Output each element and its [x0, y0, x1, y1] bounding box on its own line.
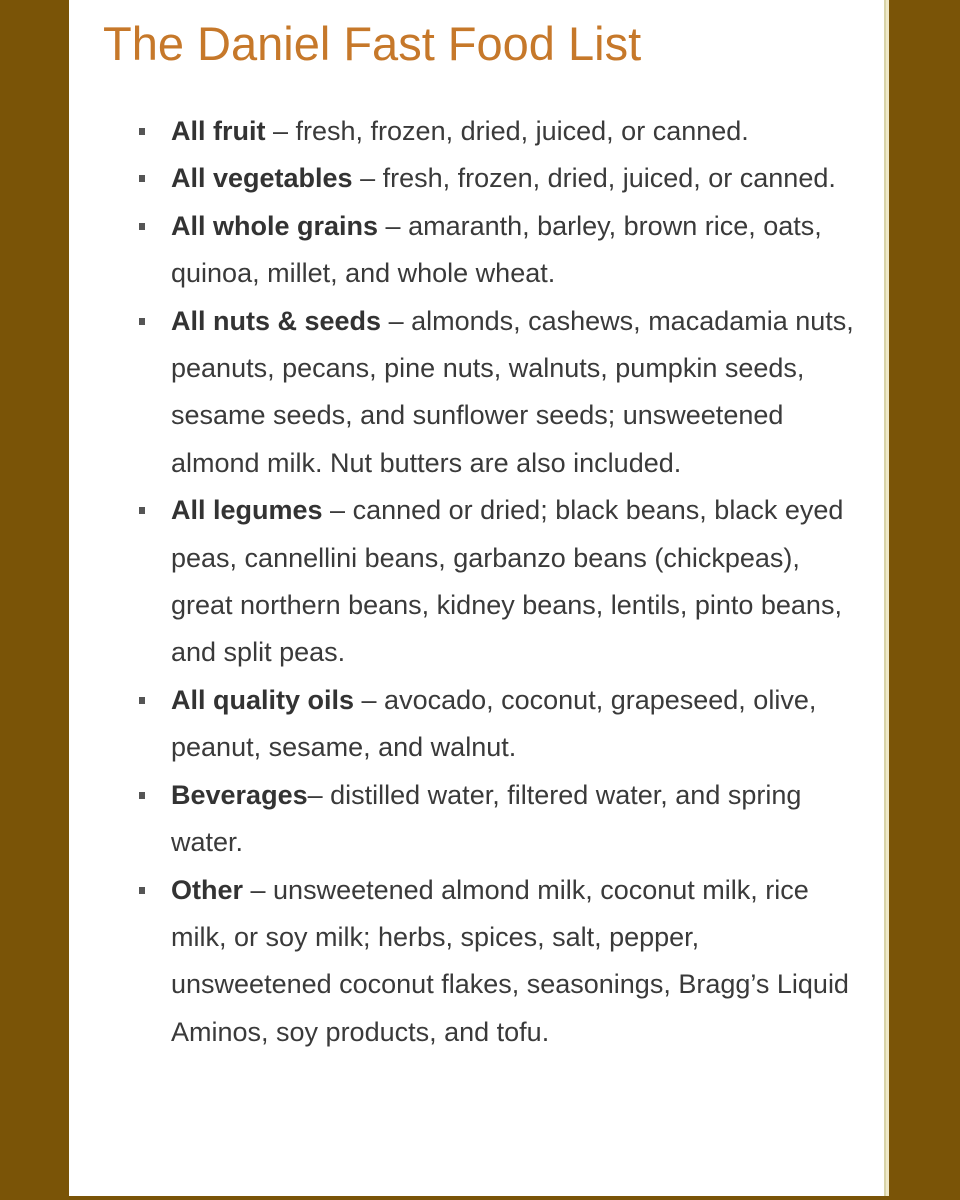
food-list-card — [69, 0, 886, 1196]
bullet-icon — [139, 887, 145, 894]
item-label: All vegetables — [171, 163, 353, 194]
item-label: All legumes — [171, 495, 323, 526]
item-label: All quality oils — [171, 684, 355, 715]
list-item-quality-oils — [171, 677, 861, 772]
list-item-legumes — [171, 487, 861, 677]
bullet-icon — [139, 697, 145, 704]
page-title: The Daniel Fast Food List — [103, 17, 642, 70]
bullet-icon — [139, 507, 145, 514]
item-label: All nuts & seeds — [171, 305, 382, 336]
bullet-icon — [139, 175, 145, 182]
item-text: – distilled water, filtered water, and spring water. — [171, 779, 802, 858]
item-text: – avocado, coconut, grapeseed, olive, peanut, sesame, and walnut. — [171, 684, 817, 763]
list-item-fruit — [171, 108, 861, 155]
food-list — [171, 108, 861, 1056]
item-text: – unsweetened almond milk, coconut milk, rice milk, or soy milk; herbs, spices, salt, pepper, unsweetened coconut flakes, seasonings, Bragg’s Liquid Aminos, soy products, and tofu. — [171, 874, 849, 1047]
list-item-nuts-seeds — [171, 298, 861, 488]
bullet-icon — [139, 223, 145, 230]
item-text: – almonds, cashews, macadamia nuts, peanuts, pecans, pine nuts, walnuts, pumpkin seeds, sesame seeds, and sunflower seeds; unsweetened almond milk. Nut butters are also included. — [171, 305, 854, 478]
list-item-beverages — [171, 772, 861, 867]
list-item-other — [171, 867, 861, 1057]
item-text: – amaranth, barley, brown rice, oats, quinoa, millet, and whole wheat. — [171, 210, 822, 289]
list-item-whole-grains — [171, 203, 861, 298]
item-text: – fresh, frozen, dried, juiced, or canned. — [265, 116, 749, 146]
item-text: – canned or dried; black beans, black eyed peas, cannellini beans, garbanzo beans (chickpeas), great northern beans, kidney beans, lentils, pinto beans, and split peas. — [171, 495, 844, 668]
item-label: All whole grains — [171, 210, 379, 241]
bullet-icon — [139, 128, 145, 135]
item-label: Beverages — [171, 779, 308, 810]
item-label: All fruit — [171, 116, 266, 146]
bullet-icon — [139, 792, 145, 799]
item-text: – fresh, frozen, dried, juiced, or canned. — [352, 163, 836, 194]
item-label: Other — [171, 874, 244, 905]
list-item-vegetables — [171, 155, 861, 202]
bullet-icon — [139, 318, 145, 325]
